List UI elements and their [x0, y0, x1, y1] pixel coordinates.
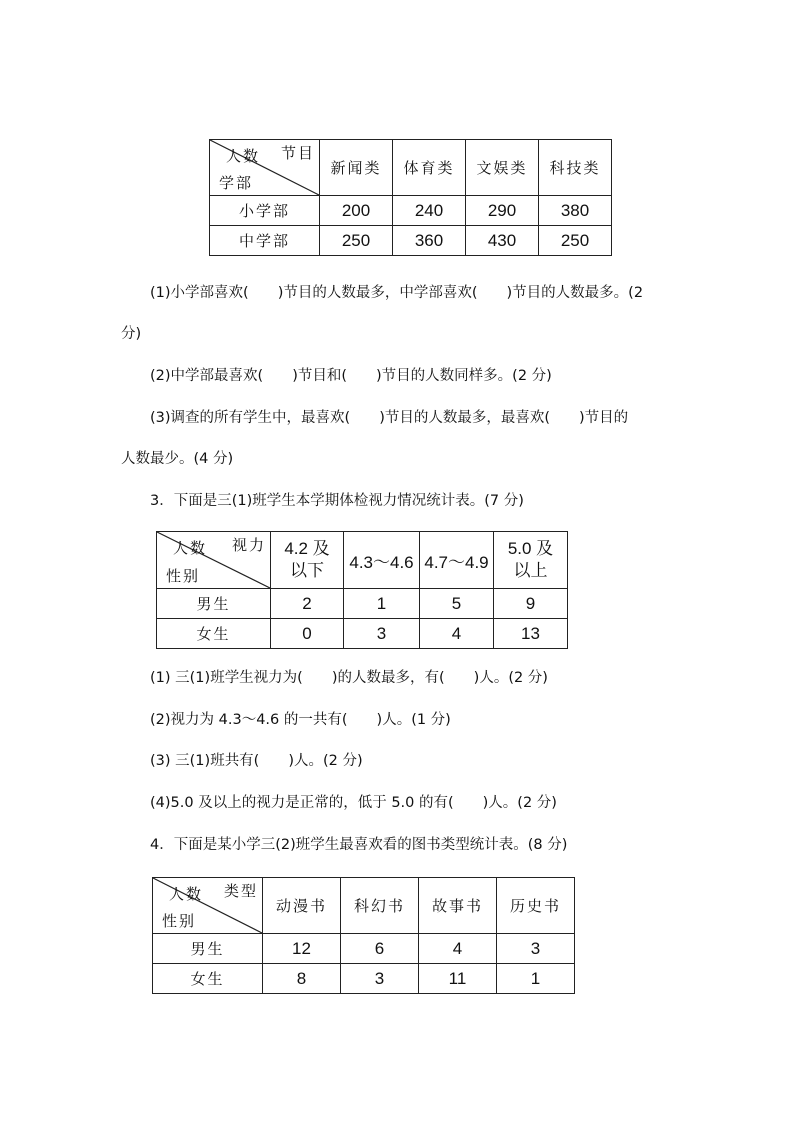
table-cell: 430 [466, 226, 539, 256]
table-cell: 200 [320, 196, 393, 226]
table-cell: 250 [320, 226, 393, 256]
column-header: 5.0 及 以上 [494, 532, 568, 589]
question-2: (2)中学部最喜欢( )节目和( )节目的人数同样多。(2 分) [150, 368, 552, 384]
table-cell: 3 [344, 619, 420, 649]
section-4-title: 4．下面是某小学三(2)班学生最喜欢看的图书类型统计表。(8 分) [150, 837, 568, 853]
program-stats-table [209, 139, 612, 256]
table-cell: 6 [341, 934, 419, 964]
table-cell: 3 [497, 934, 575, 964]
question-1-line-1: (1)小学部喜欢( )节目的人数最多，中学部喜欢( )节目的人数最多。(2 [150, 285, 644, 301]
column-header: 4.3～4.6 [344, 532, 420, 589]
column-header: 体育类 [393, 140, 466, 196]
column-header: 历史书 [497, 878, 575, 934]
diag-row-label: 性别 [166, 568, 201, 585]
column-header: 科技类 [539, 140, 612, 196]
column-header: 文娱类 [466, 140, 539, 196]
section-3-question-3: (3) 三(1)班共有( )人。(2 分) [150, 753, 363, 769]
diag-value-label: 人数 [173, 540, 208, 557]
table-row [157, 619, 568, 649]
table-cell: 8 [263, 964, 341, 994]
question-1-line-2: 分) [121, 326, 142, 342]
row-label: 男生 [153, 934, 263, 964]
table-cell: 3 [341, 964, 419, 994]
diag-value-label: 人数 [169, 886, 204, 903]
column-header: 动漫书 [263, 878, 341, 934]
table-cell: 11 [419, 964, 497, 994]
table-cell: 12 [263, 934, 341, 964]
table-cell: 250 [539, 226, 612, 256]
diagonal-header-cell [210, 140, 320, 196]
table-cell: 4 [419, 934, 497, 964]
diagonal-header-cell [157, 532, 271, 589]
question-3-line-1: (3)调查的所有学生中，最喜欢( )节目的人数最多，最喜欢( )节目的 [150, 410, 629, 426]
table-cell: 1 [497, 964, 575, 994]
table-cell: 9 [494, 589, 568, 619]
table-row [153, 934, 575, 964]
table-row [210, 196, 612, 226]
column-header: 4.7～4.9 [420, 532, 494, 589]
row-label: 小学部 [210, 196, 320, 226]
row-label: 男生 [157, 589, 271, 619]
row-label: 女生 [153, 964, 263, 994]
table-cell: 2 [271, 589, 344, 619]
section-3-question-2: (2)视力为 4.3～4.6 的一共有( )人。(1 分) [150, 712, 451, 728]
diag-row-label: 性别 [162, 913, 197, 930]
table-cell: 1 [344, 589, 420, 619]
vision-stats-table [156, 531, 568, 649]
row-label: 女生 [157, 619, 271, 649]
column-header: 科幻书 [341, 878, 419, 934]
column-header: 新闻类 [320, 140, 393, 196]
table-cell: 240 [393, 196, 466, 226]
table-cell: 360 [393, 226, 466, 256]
section-3-title: 3．下面是三(1)班学生本学期体检视力情况统计表。(7 分) [150, 493, 524, 509]
table-row [157, 589, 568, 619]
diag-column-label: 节目 [280, 145, 315, 162]
table-cell: 5 [420, 589, 494, 619]
diag-value-label: 人数 [226, 148, 261, 165]
column-header: 4.2 及 以下 [271, 532, 344, 589]
table-cell: 4 [420, 619, 494, 649]
book-type-stats-table [152, 877, 575, 994]
question-3-line-2: 人数最少。(4 分) [121, 451, 234, 467]
row-label: 中学部 [210, 226, 320, 256]
diag-column-label: 类型 [223, 883, 258, 900]
table-cell: 13 [494, 619, 568, 649]
table-cell: 0 [271, 619, 344, 649]
section-3-question-4: (4)5.0 及以上的视力是正常的，低于 5.0 的有( )人。(2 分) [150, 795, 557, 811]
diag-column-label: 视力 [231, 537, 266, 554]
table-row [210, 226, 612, 256]
table-cell: 380 [539, 196, 612, 226]
table-cell: 290 [466, 196, 539, 226]
table-row [153, 964, 575, 994]
column-header: 故事书 [419, 878, 497, 934]
diagonal-header-cell [153, 878, 263, 934]
section-3-question-1: (1) 三(1)班学生视力为( )的人数最多，有( )人。(2 分) [150, 670, 548, 686]
diag-row-label: 学部 [219, 175, 254, 192]
